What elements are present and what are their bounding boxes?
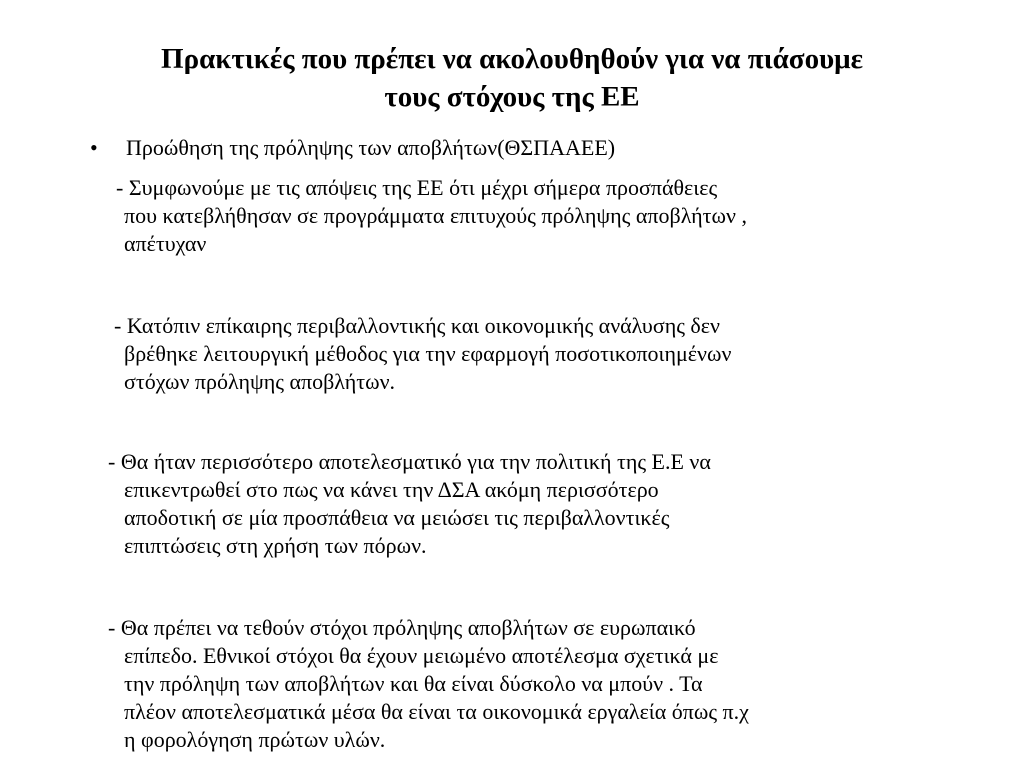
bullet-text: Προώθηση της πρόληψης των αποβλήτων(ΘΣΠΑΑΕΕ) bbox=[126, 135, 616, 160]
paragraph-line: αποδοτική σε μία προσπάθεια να μειώσει τις περιβαλλοντικές bbox=[124, 505, 670, 530]
paragraph-line: επικεντρωθεί στο πως να κάνει την ΔΣΑ ακόμη περισσότερο bbox=[124, 477, 659, 502]
paragraph-line: - Κατόπιν επίκαιρης περιβαλλοντικής και οικονομικής ανάλυσης δεν bbox=[114, 313, 720, 338]
paragraph-line: - Θα πρέπει να τεθούν στόχοι πρόληψης αποβλήτων σε ευρωπαικό bbox=[108, 615, 696, 640]
slide-title bbox=[80, 40, 944, 116]
paragraph-line: απέτυχαν bbox=[124, 231, 207, 256]
paragraph-line: επιπτώσεις στη χρήση των πόρων. bbox=[124, 533, 427, 558]
paragraph-line: η φορολόγηση πρώτων υλών. bbox=[124, 727, 386, 752]
slide-title-line-1: Πρακτικές που πρέπει να ακολουθηθούν για να πιάσουμε bbox=[161, 43, 863, 75]
paragraph-line: που κατεβλήθησαν σε προγράμματα επιτυχούς πρόληψης αποβλήτων , bbox=[124, 203, 747, 228]
paragraph-1 bbox=[116, 174, 747, 258]
paragraph-line: βρέθηκε λειτουργική μέθοδος για την εφαρμογή ποσοτικοποιημένων bbox=[124, 341, 732, 366]
paragraph-2 bbox=[114, 312, 731, 396]
paragraph-line: πλέον αποτελεσματικά μέσα θα είναι τα οικονομικά εργαλεία όπως π.χ bbox=[124, 699, 749, 724]
paragraph-line: - Θα ήταν περισσότερο αποτελεσματικό για την πολιτική της Ε.Ε να bbox=[108, 449, 711, 474]
paragraph-3 bbox=[108, 448, 711, 560]
paragraph-line: - Συμφωνούμε με τις απόψεις της ΕΕ ότι μέχρι σήμερα προσπάθειες bbox=[116, 175, 718, 200]
bullet-marker: • bbox=[90, 135, 98, 160]
paragraph-line: επίπεδο. Εθνικοί στόχοι θα έχουν μειωμένο αποτέλεσμα σχετικά με bbox=[124, 643, 719, 668]
paragraph-line: στόχων πρόληψης αποβλήτων. bbox=[124, 369, 396, 394]
paragraph-4 bbox=[108, 614, 749, 754]
slide-title-line-2: τους στόχους της ΕΕ bbox=[384, 81, 640, 113]
paragraph-line: την πρόληψη των αποβλήτων και θα είναι δύσκολο να μπούν . Τα bbox=[124, 671, 703, 696]
